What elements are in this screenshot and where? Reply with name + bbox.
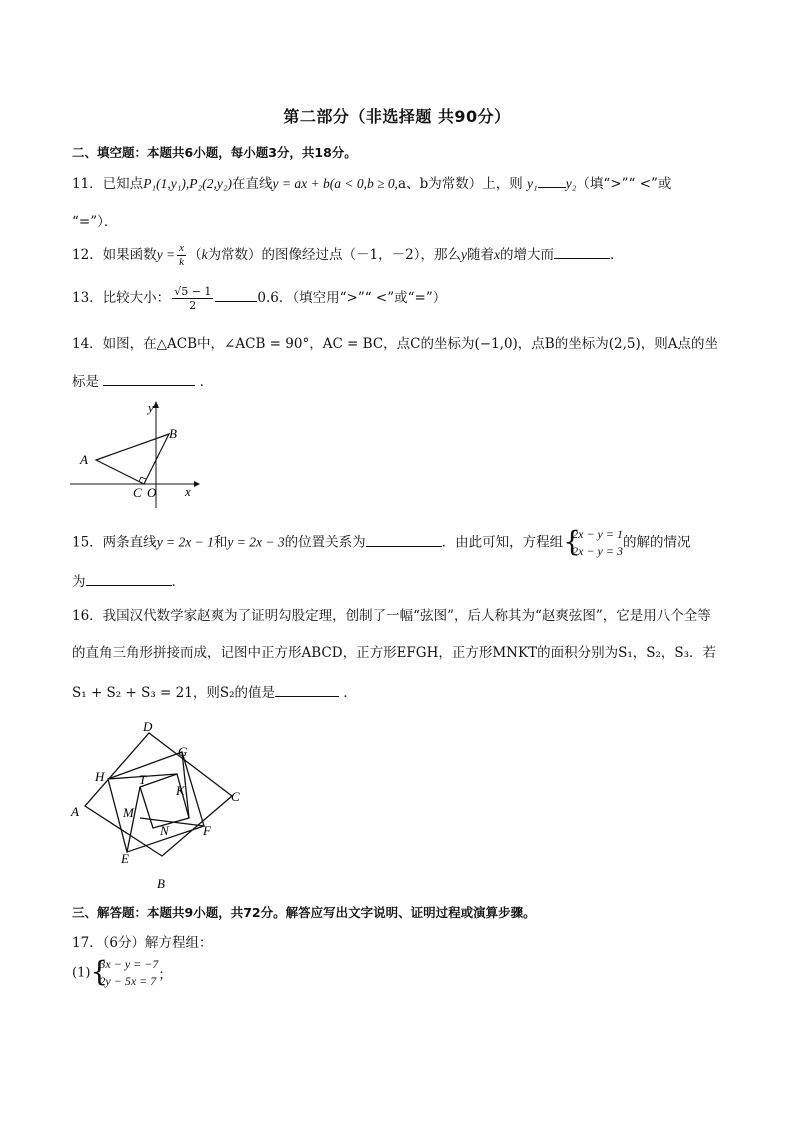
q17-part-label: (1): [72, 965, 91, 981]
q15-answer-blank-2[interactable]: [86, 573, 172, 586]
label-h: H: [95, 769, 105, 784]
q15-text1: 15．两条直线: [72, 534, 157, 551]
question-11-line1: [72, 172, 671, 192]
question-17-part1: [72, 956, 172, 990]
q12-y-var: y: [461, 247, 467, 262]
section-solutions-heading: 三、解答题：本题共9小题，共72分。解答应写出文字说明、证明过程或演算步骤。: [72, 905, 536, 920]
question-12: [72, 242, 624, 269]
label-b: B: [157, 876, 165, 891]
q13-number: 13．比较大小：: [72, 290, 171, 306]
label-m: M: [123, 805, 134, 820]
q11-number: 11．已知点: [72, 176, 144, 192]
q15-label: 为: [72, 574, 86, 590]
q12-x-var: x: [494, 247, 500, 262]
q17-sys-eq1: 3x − y = −7: [99, 957, 159, 971]
q12-frac-num: x: [179, 242, 185, 254]
q15-eq1: y = 2x − 1: [156, 534, 214, 550]
q13-frac-den: 2: [189, 299, 197, 312]
q15-system: [563, 526, 623, 560]
q12-text2: 为常数）的图像经过点（－1，－2），那么: [207, 247, 461, 263]
x-axis-arrow: [194, 481, 200, 487]
q12-y: y =: [156, 247, 176, 262]
q15-sys-eq1: 2x − y = 1: [572, 527, 623, 541]
q12-text4: 的增大而: [500, 247, 554, 263]
q11-fill-hint: （填“>”“ <”或: [576, 176, 672, 192]
question-16-line1: 16．我国汉代数学家赵爽为了证明勾股定理，创制了一幅“弦图”，后人称其为“赵爽弦图”，它是用八个全等: [72, 608, 711, 624]
question-13: [72, 285, 446, 312]
question-15-line2: [72, 570, 185, 590]
q13-frac-num: √5 − 1: [174, 285, 212, 298]
label-t: T: [139, 772, 147, 787]
q13-fraction: [172, 285, 213, 312]
q11-mid: 在直线: [232, 176, 273, 192]
label-g: G: [178, 744, 188, 759]
q13-text: 0.6．（填空用“>”“ <”或“=”）: [257, 290, 447, 306]
label-n: N: [160, 823, 169, 838]
q15-end: ．: [171, 574, 185, 590]
q14-end: ．: [199, 374, 214, 390]
q12-text3: 随着: [467, 247, 494, 263]
question-11-line2: “=”）．: [72, 214, 118, 230]
q12-fraction: [177, 242, 186, 269]
label-x: x: [185, 484, 191, 499]
label-d: D: [143, 719, 153, 734]
label-e: E: [121, 851, 129, 866]
label-c: C: [133, 485, 142, 500]
q12-frac-den: k: [179, 256, 185, 268]
q15-answer-blank-1[interactable]: [366, 534, 442, 547]
q14-label: 标是: [72, 374, 99, 390]
q16-zhaoshuang-figure: [66, 714, 256, 894]
q11-condition: a、b为常数）上，则: [398, 176, 523, 192]
line-fm: [140, 818, 204, 826]
q15-eq2: y = 2x − 3: [227, 534, 285, 550]
q14-answer-blank[interactable]: [103, 373, 195, 386]
q15-and: 和: [213, 534, 228, 551]
q12-number: 12．如果函数: [72, 247, 157, 263]
q12-end: ．: [610, 247, 624, 263]
question-14-line2: [72, 370, 213, 390]
q17-brace: {: [90, 955, 109, 988]
q17-sys-eq2: 2y − 5x = 7: [99, 974, 157, 988]
label-y: y: [148, 400, 154, 415]
section-fill-in-heading: 二、填空题：本题共6小题，每小题3分，共18分。: [72, 145, 357, 160]
q12-k: k: [201, 247, 208, 262]
q17-end: ；: [158, 967, 172, 983]
label-f: F: [203, 823, 211, 838]
q12-answer-blank[interactable]: [554, 246, 610, 259]
q15-sys-eq2: 2x − y = 3: [572, 544, 623, 558]
q14-figure: [68, 392, 203, 512]
q12-text1: （: [188, 247, 202, 263]
q11-y1: y₁: [527, 176, 538, 191]
q17-system: [90, 956, 158, 990]
q16-condition: S₁ + S₂ + S₃ = 21，则S₂的值是: [72, 685, 276, 701]
q11-equation: y = ax + b(a < 0,b ≥ 0,: [272, 176, 399, 191]
square-efgh: [108, 752, 204, 852]
label-o: O: [147, 485, 157, 500]
q16-answer-blank[interactable]: [275, 684, 339, 697]
q15-text3: ．由此可知，方程组: [441, 534, 564, 551]
q15-brace: {: [563, 525, 581, 558]
y-axis-arrow: [153, 401, 159, 408]
label-a: A: [71, 804, 79, 819]
question-16-line2: 的直角三角形拼接而成，记图中正方形ABCD，正方形EFGH，正方形MNKT的面积分别为S₁，S₂，S₃．若: [72, 645, 717, 661]
q15-text2: 的位置关系为: [284, 534, 366, 551]
question-15-line1: [72, 526, 690, 560]
label-k: K: [176, 783, 185, 798]
label-a: A: [80, 452, 88, 467]
q15-text4: 的解的情况: [622, 534, 691, 551]
label-b: B: [169, 426, 177, 441]
label-c: C: [231, 789, 240, 804]
question-16-line3: [72, 681, 357, 701]
triangle-acb: [96, 434, 169, 484]
page-title: 第二部分（非选择题 共90分）: [283, 107, 511, 126]
q11-answer-blank[interactable]: [538, 175, 566, 188]
question-14-line1: 14．如图，在△ACB中，∠ACB = 90°，AC = BC，点C的坐标为(−1,0)，点B的坐标为(2,5)，则A点的坐: [72, 336, 718, 352]
q11-y2: y₂: [565, 176, 577, 191]
q13-answer-blank[interactable]: [215, 289, 257, 302]
question-17-heading: 17．（6分）解方程组：: [72, 935, 213, 951]
q16-end: ．: [343, 685, 357, 701]
q11-points: P₁(1,y₁),P₂(2,y₂): [143, 176, 233, 191]
